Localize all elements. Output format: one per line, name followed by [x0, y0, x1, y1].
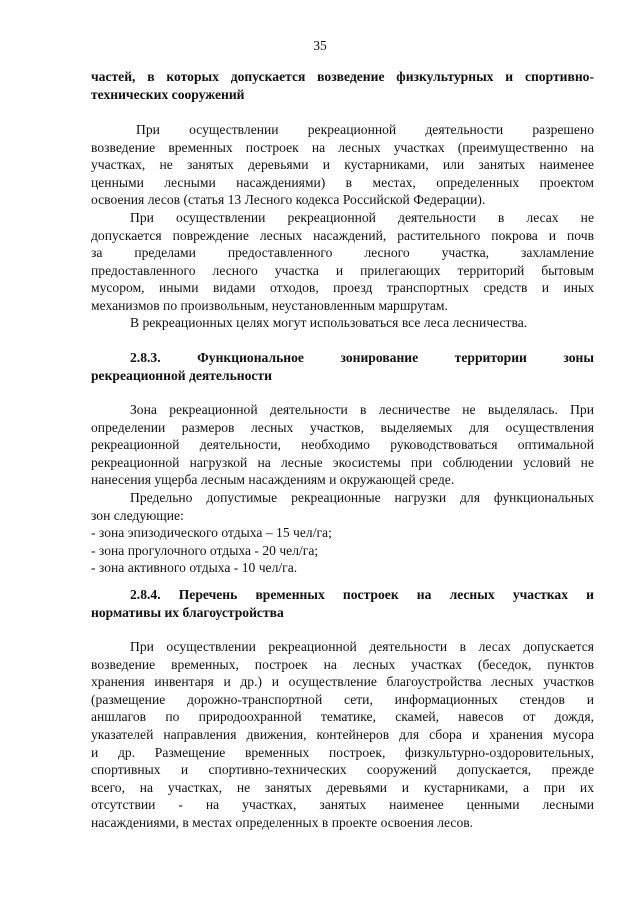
text-line: за пределами предоставленного лесного участка, захламление [91, 245, 594, 261]
list-item: - зона активного отдыха - 10 чел/га. [91, 560, 298, 576]
text-line: отсутствии - на участках, занятых наименее ценными лесными [91, 797, 594, 813]
list-item: - зона эпизодического отдыха – 15 чел/га; [91, 525, 332, 541]
text-line: мусором, иными видами отходов, проезд транспортных средств и иных [91, 280, 594, 296]
list-item: - зона прогулочного отдыха - 20 чел/га; [91, 542, 319, 558]
section-2-8-3-paragraph [91, 401, 594, 489]
text-line: (размещение дорожно-транспортной сети, информационных стендов и [91, 691, 594, 707]
text-line: механизмов по произвольным, неустановленным маршрутам. [91, 297, 448, 313]
section-2-8-3-loads [91, 489, 594, 577]
text-line: Зона рекреационной деятельности в лесничестве не выделялась. При [130, 402, 594, 417]
text-line: зон следующие: [91, 507, 184, 523]
text-line: допускается повреждение лесных насаждений, растительного покрова и почв [91, 227, 594, 243]
text-line: При осуществлении рекреационной деятельности в лесах допускается [130, 639, 594, 654]
heading-line: технических сооружений [91, 86, 245, 102]
text-line: При осуществлении рекреационной деятельности разрешено [136, 122, 594, 137]
text-line: и др. Размещение временных построек, физкультурно-оздоровительных, [91, 744, 594, 760]
heading-line: рекреационной деятельности [91, 367, 272, 383]
text-line: нанесения ущерба лесным насаждениям и окружающей среде. [91, 472, 455, 488]
paragraph-prohibitions [91, 209, 594, 315]
text-line: возведение временных построек на лесных участках (преимущественно на [91, 139, 594, 155]
text-line: освоения лесов (статья 13 Лесного кодекса Российской Федерации). [91, 192, 486, 208]
text-line: рекреационной деятельности, необходимо руководствоваться оптимальной [91, 437, 594, 453]
page-number: 35 [313, 38, 327, 53]
text-line: возведение временных, построек на лесных участках (беседок, пунктов [91, 656, 594, 672]
text-line: Предельно допустимые рекреационные нагрузки для функциональных [130, 490, 594, 505]
heading-line: 2.8.4. Перечень временных построек на лесных участках и [130, 587, 594, 602]
text-line: При осуществлении рекреационной деятельности в лесах не [130, 210, 594, 225]
text-line: В рекреационных целях могут использоваться все леса лесничества. [130, 315, 528, 330]
paragraph-all-forests [91, 314, 594, 332]
section-2-8-4-heading [91, 586, 594, 621]
text-line: аншлагов по природоохранной тематике, скамей, навесов от дождя, [91, 709, 594, 725]
text-line: спортивных и спортивно-технических сооружений допускается, прежде [91, 762, 594, 778]
text-line: участках, не занятых деревьями и кустарниками, или занятых наименее [91, 157, 594, 173]
text-line: определении размеров лесных участков, выделяемых для осуществления [91, 419, 594, 435]
section-2-8-3-heading [91, 349, 594, 384]
text-line: ценными лесными насаждениями) в местах, определенных проектом [91, 174, 594, 190]
heading-line: частей, в которых допускается возведение физкультурных и спортивно- [91, 69, 594, 84]
section-2-8-4-paragraph [91, 638, 594, 832]
text-line: рекреационной нагрузкой на лесные экосистемы при соблюдении условий не [91, 454, 594, 470]
paragraph-temporary-buildings [91, 121, 594, 209]
text-line: предоставленного лесного участка и прилегающих территорий бытовым [91, 262, 594, 278]
heading-line: нормативы их благоустройства [91, 604, 284, 620]
text-line: хранения инвентаря и др.) и осуществление благоустройства лесных участков [91, 674, 594, 690]
text-line: указателей направления движения, контейнеров для сбора и хранения мусора [91, 726, 594, 742]
text-line: насаждениями, в местах определенных в проекте освоения лесов. [91, 814, 474, 830]
heading-line: 2.8.3. Функциональное зонирование территории зоны [130, 350, 594, 365]
text-line: всего, на участках, не занятых деревьями и кустарниками, а при их [91, 779, 594, 795]
continued-heading [91, 68, 594, 103]
